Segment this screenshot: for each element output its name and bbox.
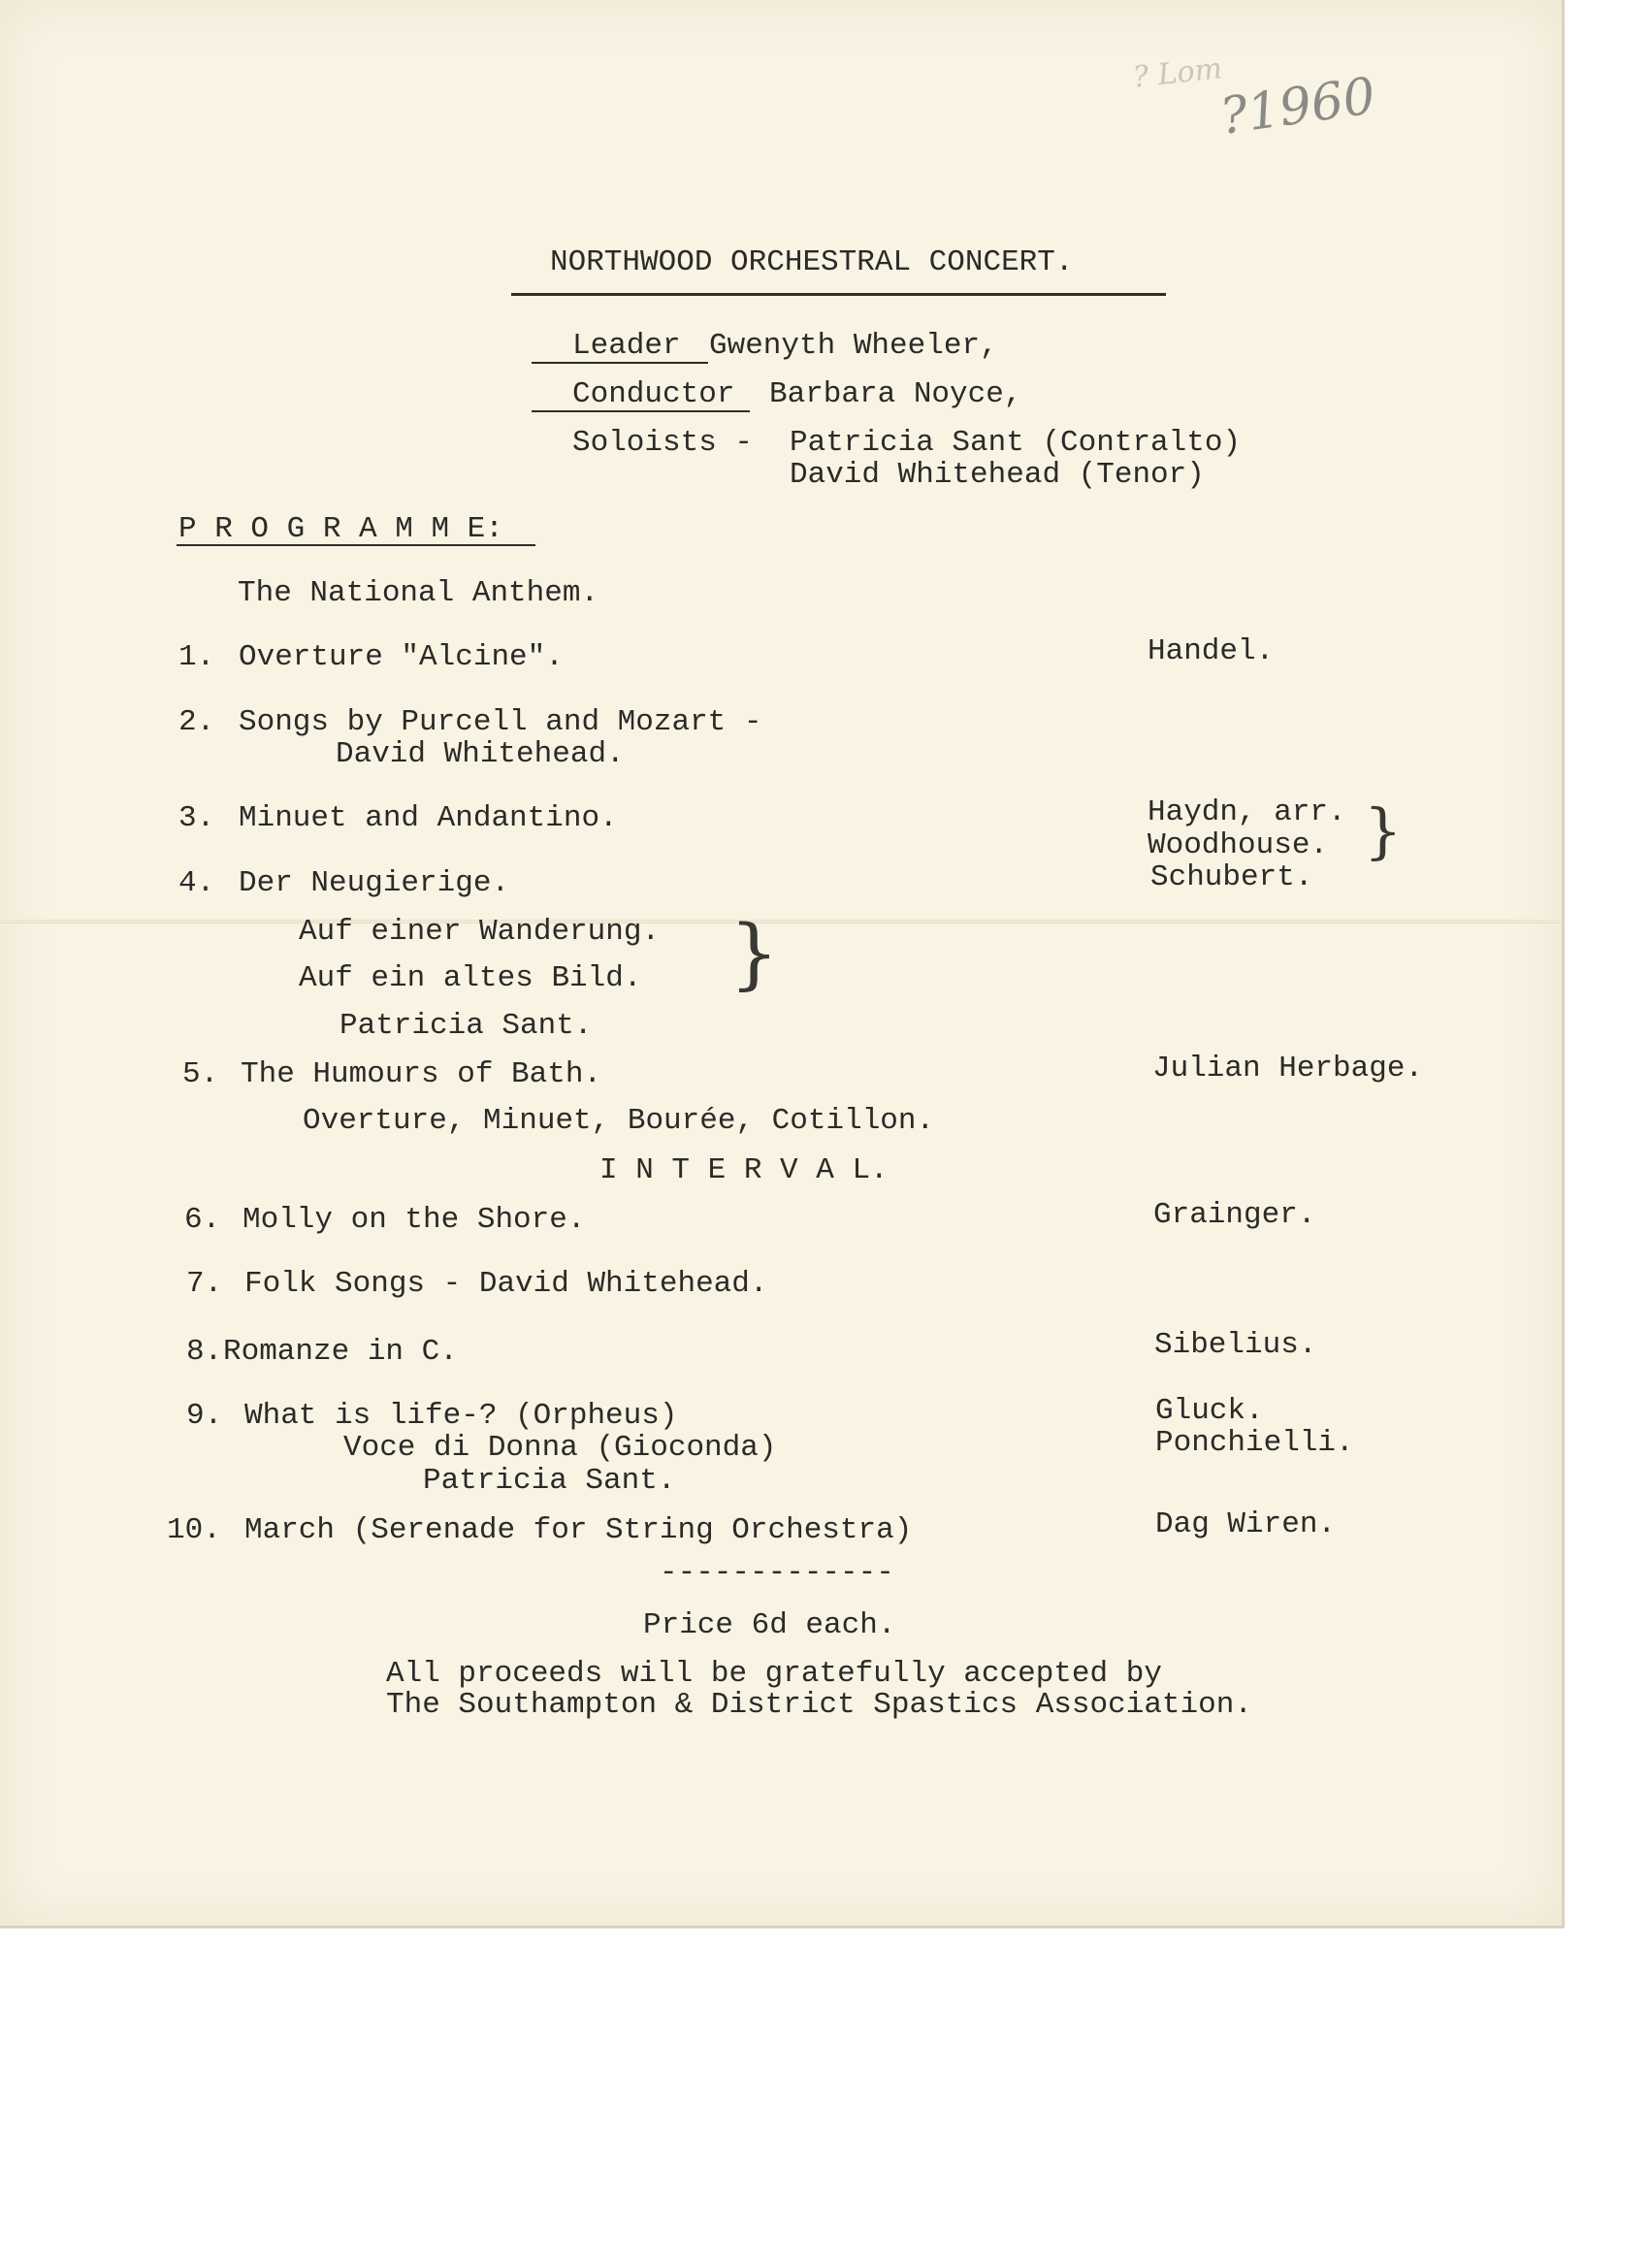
item-5-movements: Overture, Minuet, Bourée, Cotillon. xyxy=(303,1104,935,1138)
conductor-underline xyxy=(532,410,750,412)
soloists-label: Soloists - xyxy=(572,426,754,460)
item-7-title: Folk Songs - David Whitehead. xyxy=(244,1267,768,1301)
item-9-number: 9. xyxy=(186,1399,223,1433)
item-10-number: 10. xyxy=(167,1513,221,1547)
item-2-number: 2. xyxy=(178,705,215,739)
paper-fold xyxy=(0,920,1562,923)
item-6-number: 6. xyxy=(184,1203,221,1237)
item-9-title: What is life-? (Orpheus) xyxy=(244,1399,678,1433)
footer-rule: ------------- xyxy=(660,1556,894,1590)
item-2-title: Songs by Purcell and Mozart - xyxy=(239,705,762,739)
item-5-composer: Julian Herbage. xyxy=(1152,1052,1424,1085)
item-9-second-song: Voce di Donna (Gioconda) xyxy=(343,1431,777,1465)
item-9-composer-2: Ponchielli. xyxy=(1155,1426,1354,1460)
soloist-1: Patricia Sant (Contralto) xyxy=(790,426,1242,460)
price: Price 6d each. xyxy=(643,1608,896,1642)
proceeds-note-line-2: The Southampton & District Spastics Association. xyxy=(386,1688,1252,1722)
leader-underline xyxy=(532,362,708,364)
item-4-song-2: Auf ein altes Bild. xyxy=(299,961,642,995)
soloist-2: David Whitehead (Tenor) xyxy=(790,458,1205,492)
item-8-composer: Sibelius. xyxy=(1154,1328,1317,1362)
conductor-label: Conductor xyxy=(572,377,735,411)
item-1-title: Overture "Alcine". xyxy=(239,640,564,674)
conductor-name: Barbara Noyce, xyxy=(769,377,1022,411)
faint-pencil-note: ? Lom xyxy=(1131,51,1224,95)
item-5-title: The Humours of Bath. xyxy=(241,1057,602,1091)
concert-title: NORTHWOOD ORCHESTRAL CONCERT. xyxy=(550,245,1074,279)
proceeds-note-line-1: All proceeds will be gratefully accepted by xyxy=(386,1657,1162,1691)
item-2-performer: David Whitehead. xyxy=(336,737,625,771)
title-underline xyxy=(511,293,1166,296)
item-9-composer: Gluck. xyxy=(1155,1394,1264,1428)
interval-heading: I N T E R V A L. xyxy=(599,1153,889,1187)
item-4-performer: Patricia Sant. xyxy=(340,1009,593,1043)
programme-heading: P R O G R A M M E: xyxy=(178,512,503,546)
item-4-number: 4. xyxy=(178,866,215,900)
item-8-number: 8. xyxy=(186,1335,223,1369)
item-4-brace: } xyxy=(729,908,779,998)
item-7-number: 7. xyxy=(186,1267,223,1301)
item-9-performer: Patricia Sant. xyxy=(423,1464,676,1498)
item-3-number: 3. xyxy=(178,801,215,835)
item-4-song-1: Auf einer Wanderung. xyxy=(299,915,661,949)
national-anthem: The National Anthem. xyxy=(238,576,599,610)
item-10-composer: Dag Wiren. xyxy=(1155,1507,1337,1541)
item-3-composer: Haydn, arr. xyxy=(1148,795,1346,829)
item-5-number: 5. xyxy=(182,1057,219,1091)
item-6-title: Molly on the Shore. xyxy=(242,1203,586,1237)
programme-underline xyxy=(177,544,535,546)
item-4-title: Der Neugierige. xyxy=(239,866,510,900)
item-8-title: Romanze in C. xyxy=(223,1335,458,1369)
item-1-number: 1. xyxy=(178,640,215,674)
item-3-arranger: Woodhouse. xyxy=(1148,828,1329,862)
leader-name: Gwenyth Wheeler, xyxy=(709,329,998,363)
handwritten-date: ?1960 xyxy=(1216,67,1379,146)
item-4-composer: Schubert. xyxy=(1150,860,1313,894)
item-10-title: March (Serenade for String Orchestra) xyxy=(244,1513,913,1547)
item-3-brace: } xyxy=(1364,795,1403,866)
item-1-composer: Handel. xyxy=(1148,634,1275,668)
leader-label: Leader xyxy=(572,329,681,363)
item-3-title: Minuet and Andantino. xyxy=(239,801,618,835)
item-6-composer: Grainger. xyxy=(1153,1198,1316,1232)
